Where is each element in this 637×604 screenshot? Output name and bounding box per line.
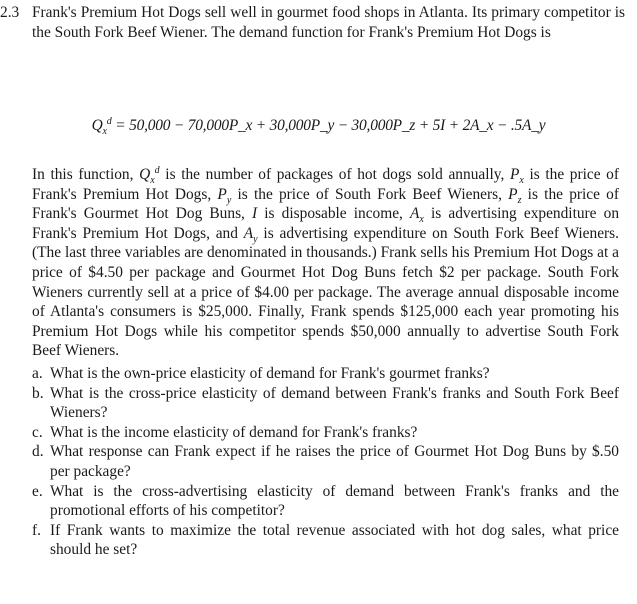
question-list	[32, 364, 619, 560]
problem-intro-text: Frank's Premium Hot Dogs sell well in gourmet food shops in Atlanta. Its primary competitor is the South Fork Beef Wiener. The demand function for Frank's Premium Hot Dogs is	[32, 4, 625, 41]
question-letter: e.	[32, 482, 43, 500]
question-text: If Frank wants to maximize the total revenue associated with hot dog sales, what price should he set?	[50, 521, 619, 559]
question-text: What is the cross-price elasticity of demand between Frank's franks and South Fork Beef Wieners?	[50, 384, 619, 422]
question-item	[32, 442, 619, 481]
question-item	[32, 482, 619, 521]
question-item	[32, 364, 619, 384]
question-letter: d.	[32, 443, 44, 461]
question-text: What is the own-price elasticity of demand for Frank's gourmet franks?	[50, 365, 490, 382]
question-letter: c.	[32, 423, 43, 441]
question-letter: b.	[32, 384, 44, 402]
question-letter: f.	[32, 521, 41, 539]
question-text: What is the income elasticity of demand for Frank's franks?	[50, 423, 418, 441]
question-text: What is the cross-advertising elasticity of demand between Frank's franks and the promotional efforts of his competitor?	[50, 482, 619, 520]
demand-equation: $Q_x^d = 50,000$ − 70,000P_x + 30,000P_y − 30,000P_z + 5I + 2A_x − .5A_y	[91, 115, 546, 138]
question-item	[32, 521, 619, 560]
question-letter: a.	[32, 365, 43, 382]
question-item	[32, 423, 619, 443]
problem-body-text: In this function, $Q_x^d$ is the number of packages of hot dogs sold annually, $P_x$ is the price of Frank's Premium Hot Dogs, $P_y$ is the price of South Fork Beef Wieners, $P_z$ is the price of Frank's Gourmet Hot Dog Buns, I is disposable income, $A_x$ is advertising expenditure on Frank's Premium Hot Dogs, and $A_y$ is advertising expenditure on South Fork Beef Wieners. (The last three variables are denominated in thousands.) Frank sells his Premium Hot Dogs at a price of $4.50 per package and Gourmet Hot Dog Buns fetch $2 per package. South Fork Wieners currently sell at a price of $4.00 per package. The average annual disposable income of Atlanta's consumers is $25,000. Finally, Frank spends $125,000 each year promoting his Premium Hot Dogs while his competitor spends $50,000 annually to advertise South Fork Beef Wieners.	[32, 164, 620, 360]
problem-intro	[0, 3, 625, 42]
question-text: What response can Frank expect if he raises the price of Gourmet Hot Dog Buns by $.50 per package?	[50, 443, 619, 480]
question-item	[32, 384, 619, 423]
problem-number: 2.3	[0, 4, 20, 21]
